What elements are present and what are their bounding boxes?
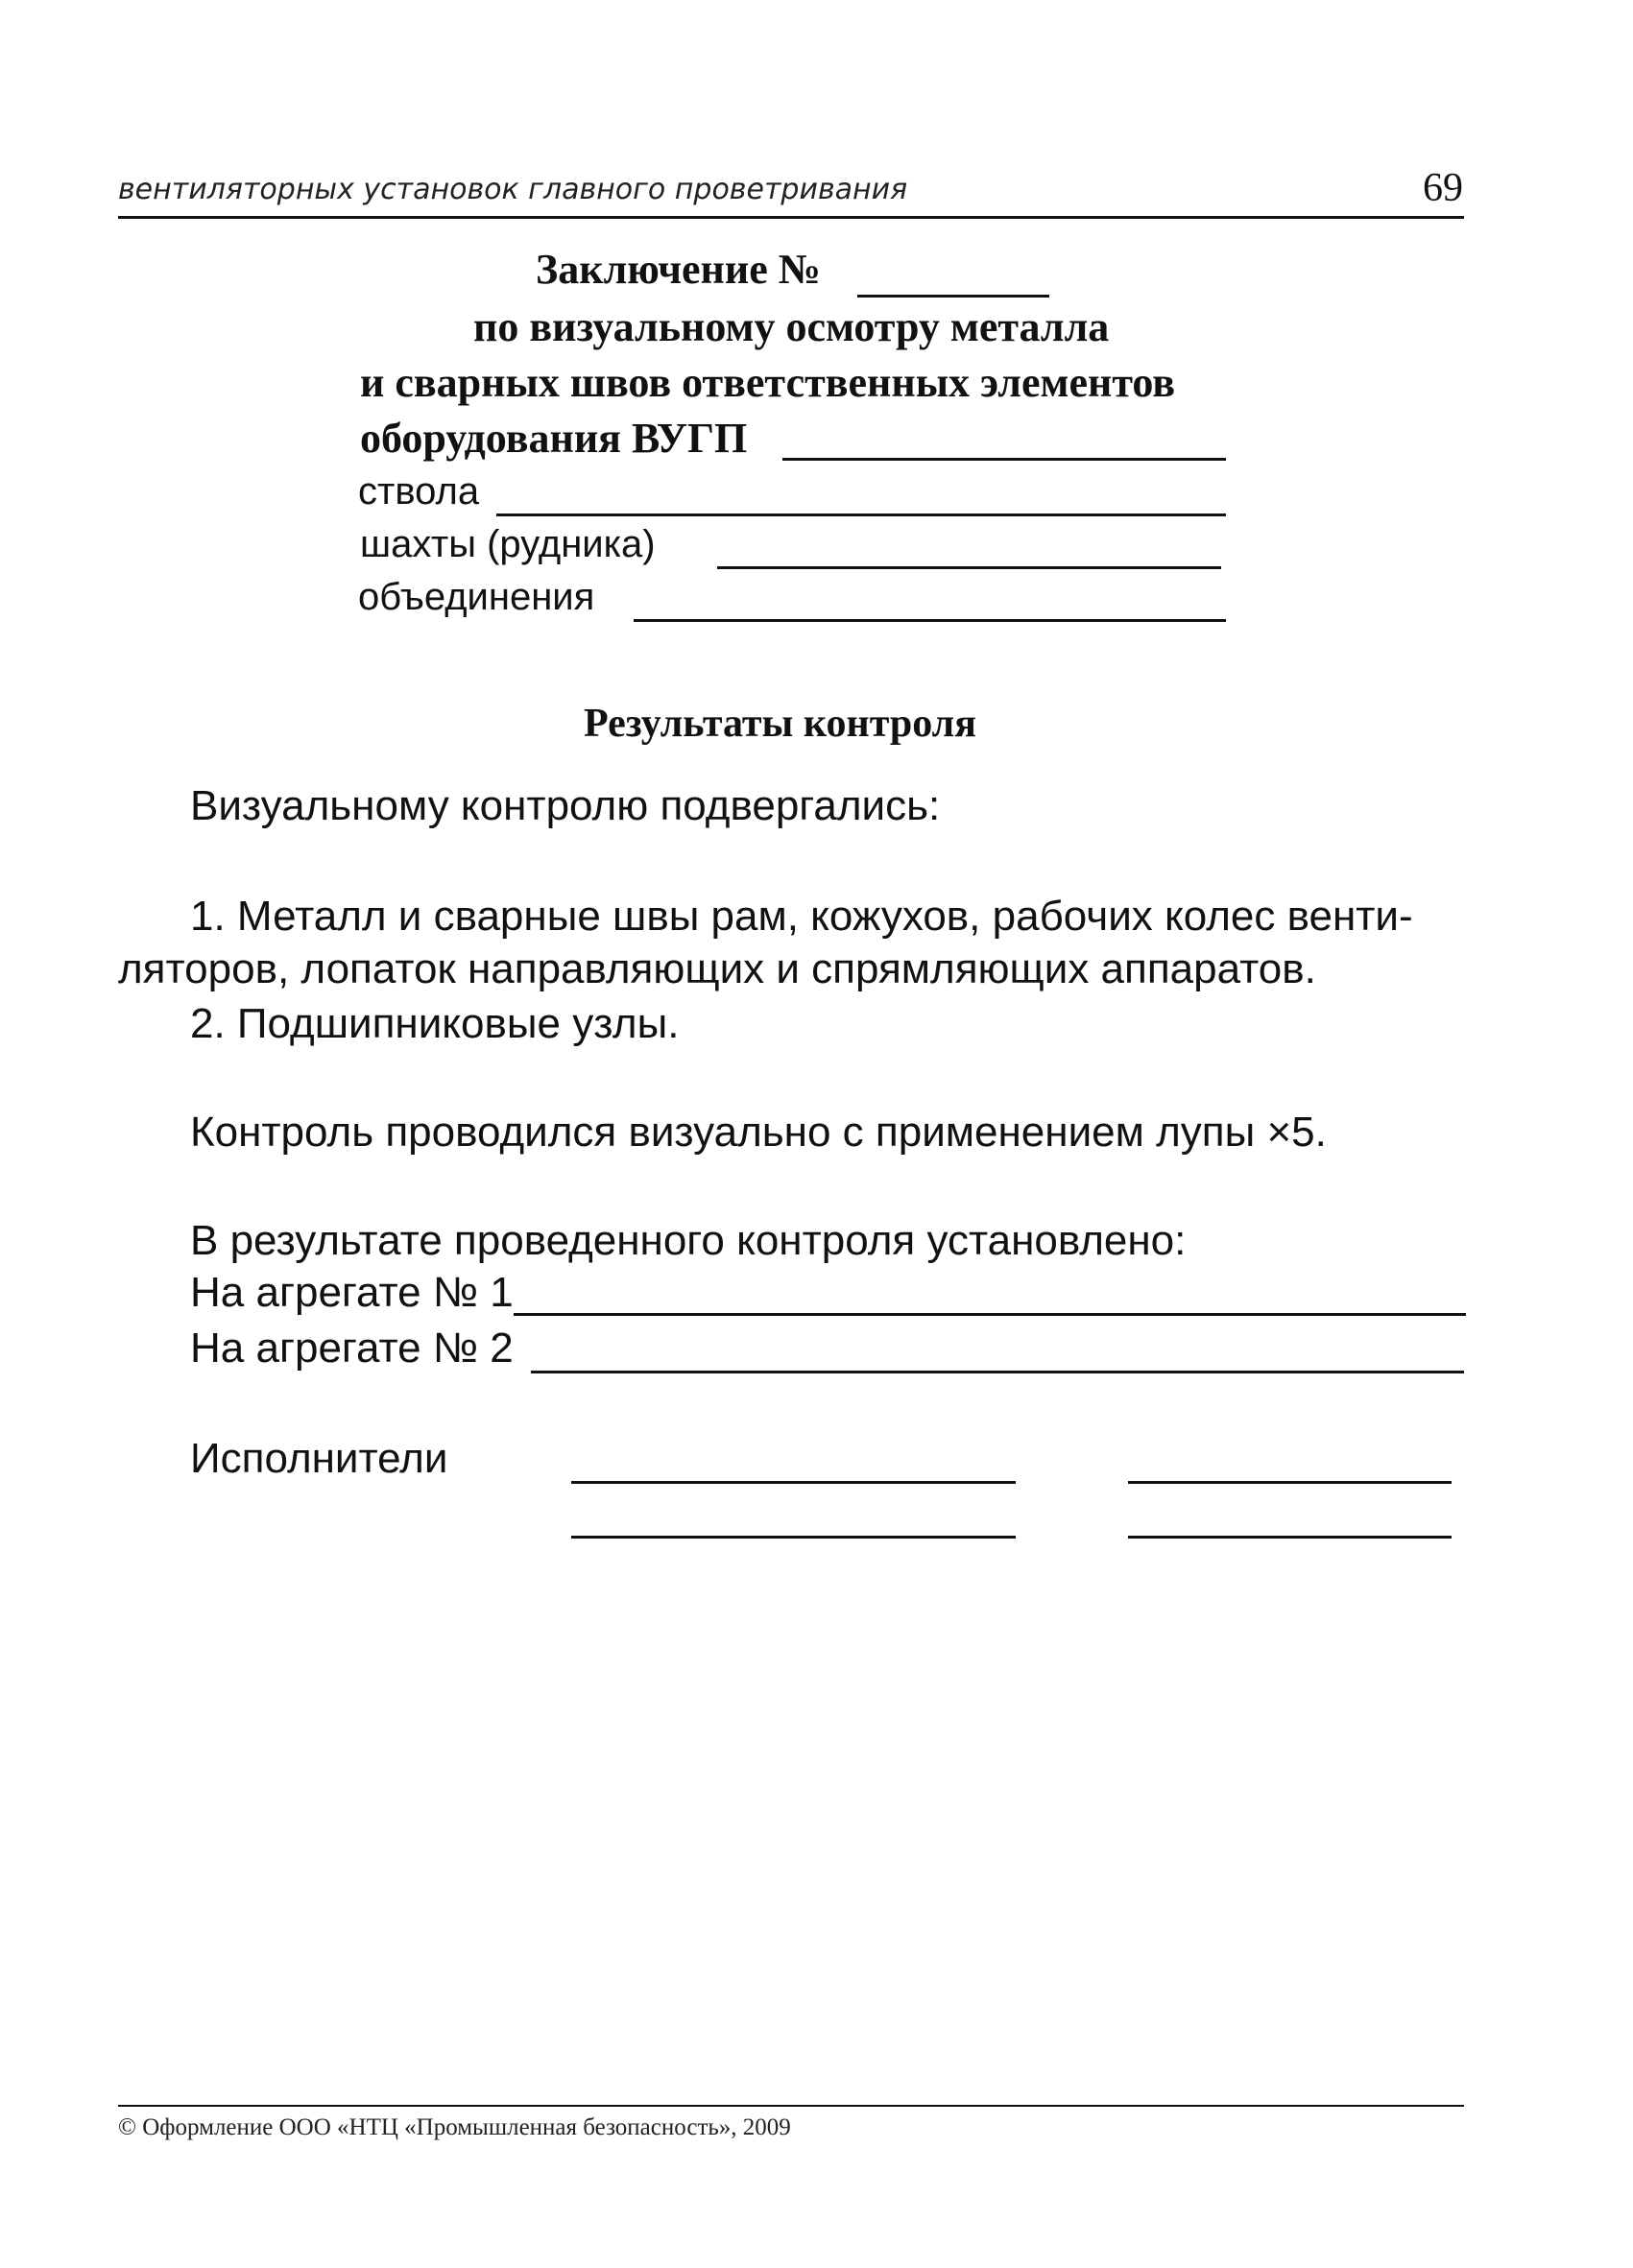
list-item-2: 2. Подшипниковые узлы. bbox=[190, 1000, 680, 1047]
unit-2-blank bbox=[531, 1371, 1464, 1373]
header-rule bbox=[118, 216, 1464, 219]
unit-2-label: На агрегате № 2 bbox=[190, 1325, 514, 1372]
equipment-blank bbox=[782, 458, 1226, 461]
title-line-3: и сварных швов ответственных элементов bbox=[360, 359, 1176, 406]
unit-1-blank bbox=[514, 1313, 1466, 1316]
control-method: Контроль проводился визуально с применением лупы ×5. bbox=[190, 1109, 1327, 1156]
field-stvola-label: ствола bbox=[358, 470, 480, 513]
title-line-4: оборудования ВУГП bbox=[360, 415, 748, 462]
running-title: вентиляторных установок главного проветривания bbox=[118, 173, 908, 206]
performer-2-blank bbox=[1128, 1481, 1452, 1484]
page-number: 69 bbox=[1423, 166, 1463, 210]
performer-3-blank bbox=[571, 1536, 1016, 1539]
list-item-1-line-2: ляторов, лопаток направляющих и спрямляющих аппаратов. bbox=[118, 945, 1316, 992]
performer-4-blank bbox=[1128, 1536, 1452, 1539]
footer-rule bbox=[118, 2105, 1464, 2107]
results-heading: Результаты контроля bbox=[584, 702, 976, 746]
results-intro: Визуальному контролю подвергались: bbox=[190, 782, 941, 829]
conclusion-title: Заключение № bbox=[536, 246, 821, 293]
field-obedinenia-blank bbox=[634, 619, 1226, 622]
field-shakhty-blank bbox=[717, 566, 1221, 569]
footer-copyright: © Оформление ООО «НТЦ «Промышленная безопасность», 2009 bbox=[118, 2114, 791, 2140]
field-stvola-blank bbox=[496, 513, 1226, 516]
unit-1-label: На агрегате № 1 bbox=[190, 1269, 514, 1316]
conclusion-number-blank bbox=[857, 295, 1049, 298]
performers-label: Исполнители bbox=[190, 1435, 448, 1482]
field-shakhty-label: шахты (рудника) bbox=[360, 523, 656, 565]
performer-1-blank bbox=[571, 1481, 1016, 1484]
list-item-1-line-1: 1. Металл и сварные швы рам, кожухов, рабочих колес венти- bbox=[190, 893, 1413, 940]
results-established: В результате проведенного контроля установлено: bbox=[190, 1217, 1187, 1264]
title-line-2: по визуальному осмотру металла bbox=[473, 303, 1110, 350]
field-obedinenia-label: объединения bbox=[358, 576, 595, 618]
